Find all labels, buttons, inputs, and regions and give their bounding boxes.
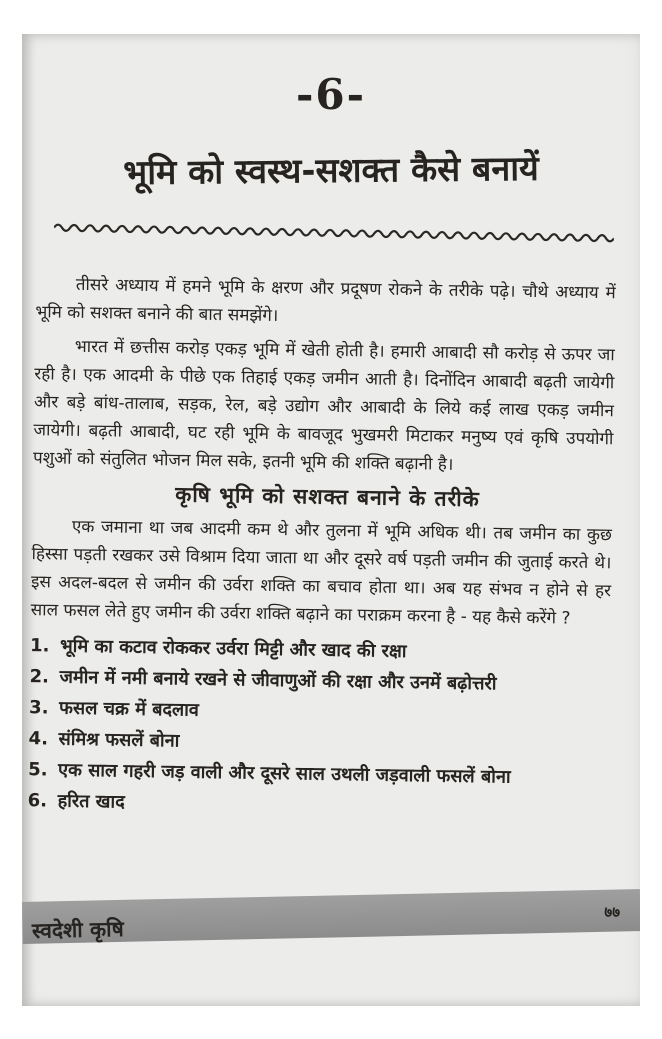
wavy-divider — [54, 217, 614, 250]
population-paragraph: भारत में छत्तीस करोड़ एकड़ भूमि में खेती होती है। हमारी आबादी सौ करोड़ से ऊपर जा रही है। एक आदमी के पीछे एक तिहाई एकड़ जमीन आती है। दिनोंदिन आबादी बढ़ती जायेगी और बड़े बांध-तालाब, सड़क, रेल, बड़े उद्योग और आबादी के लिये कई लाख एकड़ जमीन जायेगी। बढ़ती आबादी, घट रही भूमि के बावजूद भुखमरी मिटाकर मनुष्य एवं कृषि उपयोगी पशुओं को संतुलित भोजन मिल सके, इतनी भूमि की शक्ति बढ़ानी है। — [32, 336, 615, 475]
chapter-title: भूमि को स्वस्थ-सशक्त कैसे बनायें — [123, 148, 539, 194]
list-item-number: 6. — [27, 790, 48, 812]
list-item-number: 4. — [28, 728, 49, 750]
list-item-text: भूमि का कटाव रोककर उर्वरा मिट्टी और खाद की रक्षा — [59, 635, 407, 663]
section-heading: कृषि भूमि को सशक्त बनाने के तरीके — [175, 482, 480, 512]
page-number: ७७ — [604, 903, 620, 921]
intro-paragraph: तीसरे अध्याय में हमने भूमि के क्षरण और प्रदूषण रोकने के तरीके पढ़े। चौथे अध्याय में भूमि को सशक्त बनाने की बात समझेंगे। — [35, 274, 616, 327]
list-item-number: 3. — [28, 697, 49, 719]
chapter-number: -6- — [295, 70, 367, 119]
methods-list — [27, 630, 634, 825]
list-item-text: संमिश्र फसलें बोना — [58, 728, 180, 752]
list-item-text: हरित खाद — [57, 790, 125, 813]
book-page — [22, 34, 640, 1006]
section-paragraph: एक जमाना था जब आदमी कम थे और तुलना में भूमि अधिक थी। तब जमीन का कुछ हिस्सा पड़ती रखकर उसे विश्राम दिया जाता था और दूसरे वर्ष पड़ती जमीन की जुताई करते थे। इस अदल-बदल से जमीन की उर्वरा शक्ति का बचाव होता था। अब यह संभव न होने से हर साल फसल लेते हुए जमीन की उर्वरा शक्ति बढ़ाने का पराक्रम करना है - यह कैसे करेंगे ? — [30, 516, 613, 629]
list-item-text: जमीन में नमी बनाये रखने से जीवाणुओं की रक्षा और उनमें बढ़ोत्तरी — [59, 666, 497, 695]
list-item-text: फसल चक्र में बदलाव — [58, 697, 200, 721]
chapter-content — [22, 270, 640, 826]
list-item-number: 1. — [29, 635, 50, 657]
list-item-text: एक साल गहरी जड़ वाली और दूसरे साल उथली जड़वाली फसलें बोना — [57, 759, 511, 788]
list-item-number: 2. — [29, 666, 50, 688]
footer-book-title: स्वदेशी कृषि — [31, 917, 124, 943]
list-item-number: 5. — [27, 759, 48, 781]
